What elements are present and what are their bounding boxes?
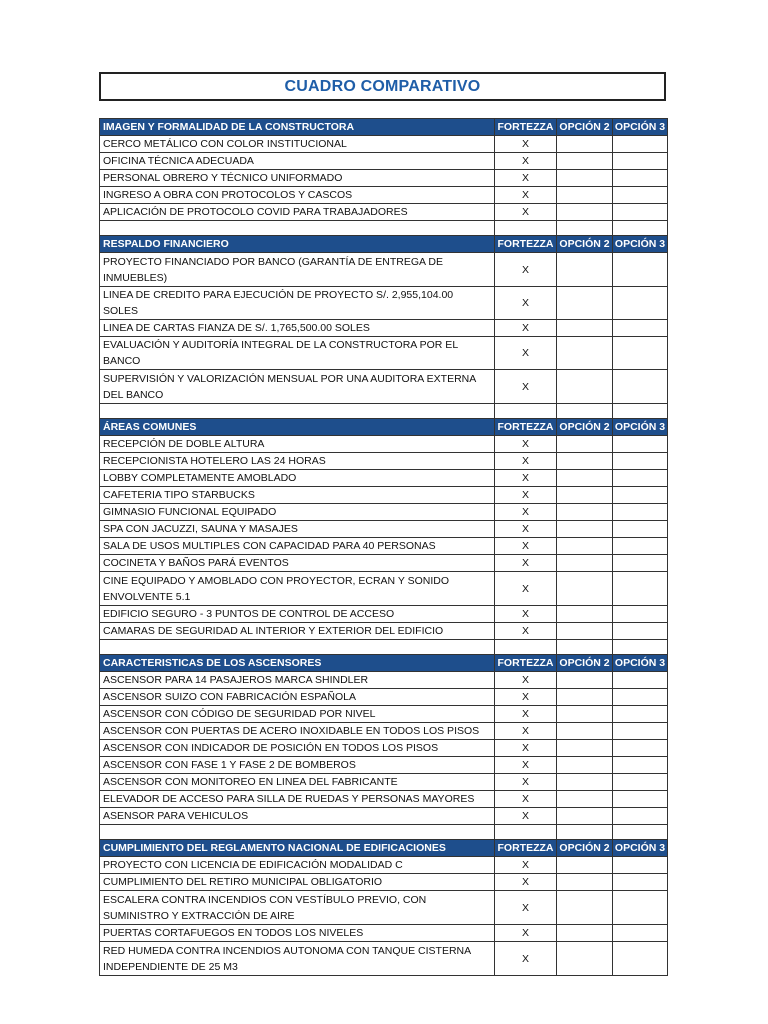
table-row <box>100 436 668 453</box>
table-row <box>100 170 668 187</box>
empty-cell <box>557 404 613 419</box>
fortezza-mark: X <box>495 287 557 320</box>
row-label: ASCENSOR PARA 14 PASAJEROS MARCA SHINDLER <box>100 672 495 689</box>
section-heading: ÁREAS COMUNES <box>100 419 495 436</box>
column-header-fortezza: FORTEZZA <box>495 840 557 857</box>
table-row <box>100 555 668 572</box>
opcion-3-mark <box>613 874 668 891</box>
table-row <box>100 808 668 825</box>
opcion-3-mark <box>613 757 668 774</box>
column-header-opcion-2: OPCIÓN 2 <box>557 840 613 857</box>
row-label: SPA CON JACUZZI, SAUNA Y MASAJES <box>100 521 495 538</box>
row-label: CUMPLIMIENTO DEL RETIRO MUNICIPAL OBLIGATORIO <box>100 874 495 891</box>
empty-cell <box>100 404 495 419</box>
row-label: GIMNASIO FUNCIONAL EQUIPADO <box>100 504 495 521</box>
spacer-row <box>100 825 668 840</box>
table-row <box>100 370 668 404</box>
row-label: PROYECTO CON LICENCIA DE EDIFICACIÓN MODALIDAD C <box>100 857 495 874</box>
fortezza-mark: X <box>495 370 557 404</box>
opcion-2-mark <box>557 320 613 337</box>
table-row <box>100 891 668 925</box>
opcion-3-mark <box>613 370 668 404</box>
row-label: RED HUMEDA CONTRA INCENDIOS AUTONOMA CON TANQUE CISTERNA INDEPENDIENTE DE 25 M3 <box>100 942 495 976</box>
opcion-2-mark <box>557 606 613 623</box>
fortezza-mark: X <box>495 337 557 370</box>
opcion-3-mark <box>613 453 668 470</box>
section-heading: RESPALDO FINANCIERO <box>100 236 495 253</box>
opcion-2-mark <box>557 153 613 170</box>
fortezza-mark: X <box>495 572 557 606</box>
row-label: CAMARAS DE SEGURIDAD AL INTERIOR Y EXTERIOR DEL EDIFICIO <box>100 623 495 640</box>
column-header-opcion-2: OPCIÓN 2 <box>557 119 613 136</box>
fortezza-mark: X <box>495 874 557 891</box>
table-row <box>100 538 668 555</box>
section-heading: IMAGEN Y FORMALIDAD DE LA CONSTRUCTORA <box>100 119 495 136</box>
empty-cell <box>557 640 613 655</box>
fortezza-mark: X <box>495 487 557 504</box>
table-row <box>100 606 668 623</box>
opcion-2-mark <box>557 370 613 404</box>
opcion-2-mark <box>557 572 613 606</box>
row-label: APLICACIÓN DE PROTOCOLO COVID PARA TRABAJADORES <box>100 204 495 221</box>
row-label: ASCENSOR CON INDICADOR DE POSICIÓN EN TODOS LOS PISOS <box>100 740 495 757</box>
opcion-3-mark <box>613 470 668 487</box>
fortezza-mark: X <box>495 740 557 757</box>
row-label: CERCO METÁLICO CON COLOR INSTITUCIONAL <box>100 136 495 153</box>
opcion-2-mark <box>557 521 613 538</box>
table-row <box>100 521 668 538</box>
opcion-2-mark <box>557 436 613 453</box>
opcion-3-mark <box>613 521 668 538</box>
fortezza-mark: X <box>495 791 557 808</box>
column-header-fortezza: FORTEZZA <box>495 419 557 436</box>
fortezza-mark: X <box>495 672 557 689</box>
opcion-3-mark <box>613 925 668 942</box>
row-label: COCINETA Y BAÑOS PARÁ EVENTOS <box>100 555 495 572</box>
table-row <box>100 874 668 891</box>
fortezza-mark: X <box>495 170 557 187</box>
empty-cell <box>613 404 668 419</box>
opcion-3-mark <box>613 320 668 337</box>
opcion-3-mark <box>613 253 668 287</box>
opcion-2-mark <box>557 791 613 808</box>
row-label: CAFETERIA TIPO STARBUCKS <box>100 487 495 504</box>
opcion-2-mark <box>557 857 613 874</box>
column-header-opcion-2: OPCIÓN 2 <box>557 236 613 253</box>
opcion-3-mark <box>613 740 668 757</box>
row-label: ESCALERA CONTRA INCENDIOS CON VESTÍBULO PREVIO, CON SUMINISTRO Y EXTRACCIÓN DE AIRE <box>100 891 495 925</box>
opcion-3-mark <box>613 204 668 221</box>
table-row <box>100 925 668 942</box>
section-heading: CARACTERISTICAS DE LOS ASCENSORES <box>100 655 495 672</box>
table-row <box>100 287 668 320</box>
spacer-row <box>100 640 668 655</box>
table-row <box>100 723 668 740</box>
fortezza-mark: X <box>495 320 557 337</box>
row-label: LOBBY COMPLETAMENTE AMOBLADO <box>100 470 495 487</box>
table-row <box>100 136 668 153</box>
opcion-2-mark <box>557 774 613 791</box>
comparison-table-body <box>100 119 668 976</box>
table-row <box>100 453 668 470</box>
empty-cell <box>100 825 495 840</box>
column-header-opcion-3: OPCIÓN 3 <box>613 236 668 253</box>
empty-cell <box>100 221 495 236</box>
row-label: PROYECTO FINANCIADO POR BANCO (GARANTÍA DE ENTREGA DE INMUEBLES) <box>100 253 495 287</box>
opcion-3-mark <box>613 606 668 623</box>
table-row <box>100 204 668 221</box>
fortezza-mark: X <box>495 706 557 723</box>
opcion-3-mark <box>613 487 668 504</box>
fortezza-mark: X <box>495 453 557 470</box>
opcion-2-mark <box>557 723 613 740</box>
opcion-2-mark <box>557 204 613 221</box>
fortezza-mark: X <box>495 723 557 740</box>
table-row <box>100 470 668 487</box>
column-header-opcion-3: OPCIÓN 3 <box>613 419 668 436</box>
row-label: ASENSOR PARA VEHICULOS <box>100 808 495 825</box>
opcion-2-mark <box>557 470 613 487</box>
fortezza-mark: X <box>495 187 557 204</box>
table-row <box>100 487 668 504</box>
page-title: CUADRO COMPARATIVO <box>284 77 481 95</box>
fortezza-mark: X <box>495 204 557 221</box>
section-header <box>100 119 668 136</box>
opcion-3-mark <box>613 857 668 874</box>
fortezza-mark: X <box>495 757 557 774</box>
row-label: CINE EQUIPADO Y AMOBLADO CON PROYECTOR, ECRAN Y SONIDO ENVOLVENTE 5.1 <box>100 572 495 606</box>
empty-cell <box>495 640 557 655</box>
empty-cell <box>613 825 668 840</box>
opcion-2-mark <box>557 623 613 640</box>
column-header-opcion-2: OPCIÓN 2 <box>557 419 613 436</box>
fortezza-mark: X <box>495 521 557 538</box>
row-label: LINEA DE CARTAS FIANZA DE S/. 1,765,500.00 SOLES <box>100 320 495 337</box>
comparison-table <box>99 118 668 976</box>
opcion-2-mark <box>557 453 613 470</box>
row-label: ASCENSOR CON MONITOREO EN LINEA DEL FABRICANTE <box>100 774 495 791</box>
section-header <box>100 419 668 436</box>
opcion-2-mark <box>557 504 613 521</box>
empty-cell <box>100 640 495 655</box>
empty-cell <box>495 825 557 840</box>
column-header-fortezza: FORTEZZA <box>495 655 557 672</box>
fortezza-mark: X <box>495 606 557 623</box>
table-row <box>100 572 668 606</box>
fortezza-mark: X <box>495 538 557 555</box>
opcion-3-mark <box>613 187 668 204</box>
row-label: SALA DE USOS MULTIPLES CON CAPACIDAD PARA 40 PERSONAS <box>100 538 495 555</box>
table-row <box>100 689 668 706</box>
opcion-2-mark <box>557 925 613 942</box>
title-box <box>99 72 666 101</box>
opcion-2-mark <box>557 706 613 723</box>
empty-cell <box>557 825 613 840</box>
opcion-2-mark <box>557 253 613 287</box>
opcion-2-mark <box>557 287 613 320</box>
row-label: ASCENSOR SUIZO CON FABRICACIÓN ESPAÑOLA <box>100 689 495 706</box>
fortezza-mark: X <box>495 808 557 825</box>
opcion-2-mark <box>557 891 613 925</box>
fortezza-mark: X <box>495 774 557 791</box>
table-row <box>100 791 668 808</box>
table-row <box>100 623 668 640</box>
fortezza-mark: X <box>495 925 557 942</box>
fortezza-mark: X <box>495 689 557 706</box>
opcion-3-mark <box>613 723 668 740</box>
section-header <box>100 236 668 253</box>
opcion-3-mark <box>613 504 668 521</box>
fortezza-mark: X <box>495 891 557 925</box>
table-row <box>100 706 668 723</box>
opcion-2-mark <box>557 538 613 555</box>
row-label: ASCENSOR CON FASE 1 Y FASE 2 DE BOMBEROS <box>100 757 495 774</box>
empty-cell <box>613 221 668 236</box>
opcion-3-mark <box>613 808 668 825</box>
table-row <box>100 757 668 774</box>
column-header-fortezza: FORTEZZA <box>495 119 557 136</box>
opcion-3-mark <box>613 791 668 808</box>
opcion-2-mark <box>557 757 613 774</box>
fortezza-mark: X <box>495 253 557 287</box>
empty-cell <box>495 404 557 419</box>
opcion-3-mark <box>613 672 668 689</box>
opcion-3-mark <box>613 436 668 453</box>
row-label: EDIFICIO SEGURO - 3 PUNTOS DE CONTROL DE ACCESO <box>100 606 495 623</box>
opcion-3-mark <box>613 942 668 976</box>
table-row <box>100 253 668 287</box>
opcion-3-mark <box>613 623 668 640</box>
opcion-3-mark <box>613 538 668 555</box>
row-label: EVALUACIÓN Y AUDITORÍA INTEGRAL DE LA CONSTRUCTORA POR EL BANCO <box>100 337 495 370</box>
opcion-2-mark <box>557 874 613 891</box>
spacer-row <box>100 221 668 236</box>
opcion-3-mark <box>613 689 668 706</box>
empty-cell <box>613 640 668 655</box>
opcion-3-mark <box>613 891 668 925</box>
fortezza-mark: X <box>495 857 557 874</box>
row-label: INGRESO A OBRA CON PROTOCOLOS Y CASCOS <box>100 187 495 204</box>
opcion-2-mark <box>557 337 613 370</box>
row-label: ASCENSOR CON PUERTAS DE ACERO INOXIDABLE EN TODOS LOS PISOS <box>100 723 495 740</box>
opcion-3-mark <box>613 136 668 153</box>
table-row <box>100 672 668 689</box>
table-row <box>100 504 668 521</box>
opcion-2-mark <box>557 555 613 572</box>
table-row <box>100 153 668 170</box>
opcion-3-mark <box>613 337 668 370</box>
table-row <box>100 337 668 370</box>
opcion-3-mark <box>613 153 668 170</box>
opcion-3-mark <box>613 774 668 791</box>
row-label: LINEA DE CREDITO PARA EJECUCIÓN DE PROYECTO S/. 2,955,104.00 SOLES <box>100 287 495 320</box>
opcion-2-mark <box>557 170 613 187</box>
row-label: OFICINA TÉCNICA ADECUADA <box>100 153 495 170</box>
table-row <box>100 740 668 757</box>
empty-cell <box>557 221 613 236</box>
fortezza-mark: X <box>495 942 557 976</box>
row-label: ASCENSOR CON CÓDIGO DE SEGURIDAD POR NIVEL <box>100 706 495 723</box>
fortezza-mark: X <box>495 470 557 487</box>
row-label: ELEVADOR DE ACCESO PARA SILLA DE RUEDAS Y PERSONAS MAYORES <box>100 791 495 808</box>
empty-cell <box>495 221 557 236</box>
opcion-3-mark <box>613 555 668 572</box>
fortezza-mark: X <box>495 623 557 640</box>
row-label: PUERTAS CORTAFUEGOS EN TODOS LOS NIVELES <box>100 925 495 942</box>
opcion-3-mark <box>613 706 668 723</box>
section-header <box>100 655 668 672</box>
spacer-row <box>100 404 668 419</box>
column-header-opcion-3: OPCIÓN 3 <box>613 655 668 672</box>
table-row <box>100 774 668 791</box>
opcion-2-mark <box>557 487 613 504</box>
opcion-2-mark <box>557 187 613 204</box>
column-header-opcion-2: OPCIÓN 2 <box>557 655 613 672</box>
fortezza-mark: X <box>495 436 557 453</box>
column-header-fortezza: FORTEZZA <box>495 236 557 253</box>
table-row <box>100 942 668 976</box>
fortezza-mark: X <box>495 136 557 153</box>
row-label: RECEPCIÓN DE DOBLE ALTURA <box>100 436 495 453</box>
table-row <box>100 187 668 204</box>
opcion-2-mark <box>557 808 613 825</box>
opcion-2-mark <box>557 136 613 153</box>
table-row <box>100 857 668 874</box>
opcion-2-mark <box>557 672 613 689</box>
opcion-2-mark <box>557 689 613 706</box>
row-label: RECEPCIONISTA HOTELERO LAS 24 HORAS <box>100 453 495 470</box>
opcion-3-mark <box>613 170 668 187</box>
opcion-2-mark <box>557 740 613 757</box>
fortezza-mark: X <box>495 555 557 572</box>
column-header-opcion-3: OPCIÓN 3 <box>613 119 668 136</box>
fortezza-mark: X <box>495 153 557 170</box>
section-heading: CUMPLIMIENTO DEL REGLAMENTO NACIONAL DE EDIFICACIONES <box>100 840 495 857</box>
opcion-3-mark <box>613 572 668 606</box>
opcion-2-mark <box>557 942 613 976</box>
fortezza-mark: X <box>495 504 557 521</box>
row-label: SUPERVISIÓN Y VALORIZACIÓN MENSUAL POR UNA AUDITORA EXTERNA DEL BANCO <box>100 370 495 404</box>
opcion-3-mark <box>613 287 668 320</box>
section-header <box>100 840 668 857</box>
column-header-opcion-3: OPCIÓN 3 <box>613 840 668 857</box>
table-row <box>100 320 668 337</box>
row-label: PERSONAL OBRERO Y TÉCNICO UNIFORMADO <box>100 170 495 187</box>
